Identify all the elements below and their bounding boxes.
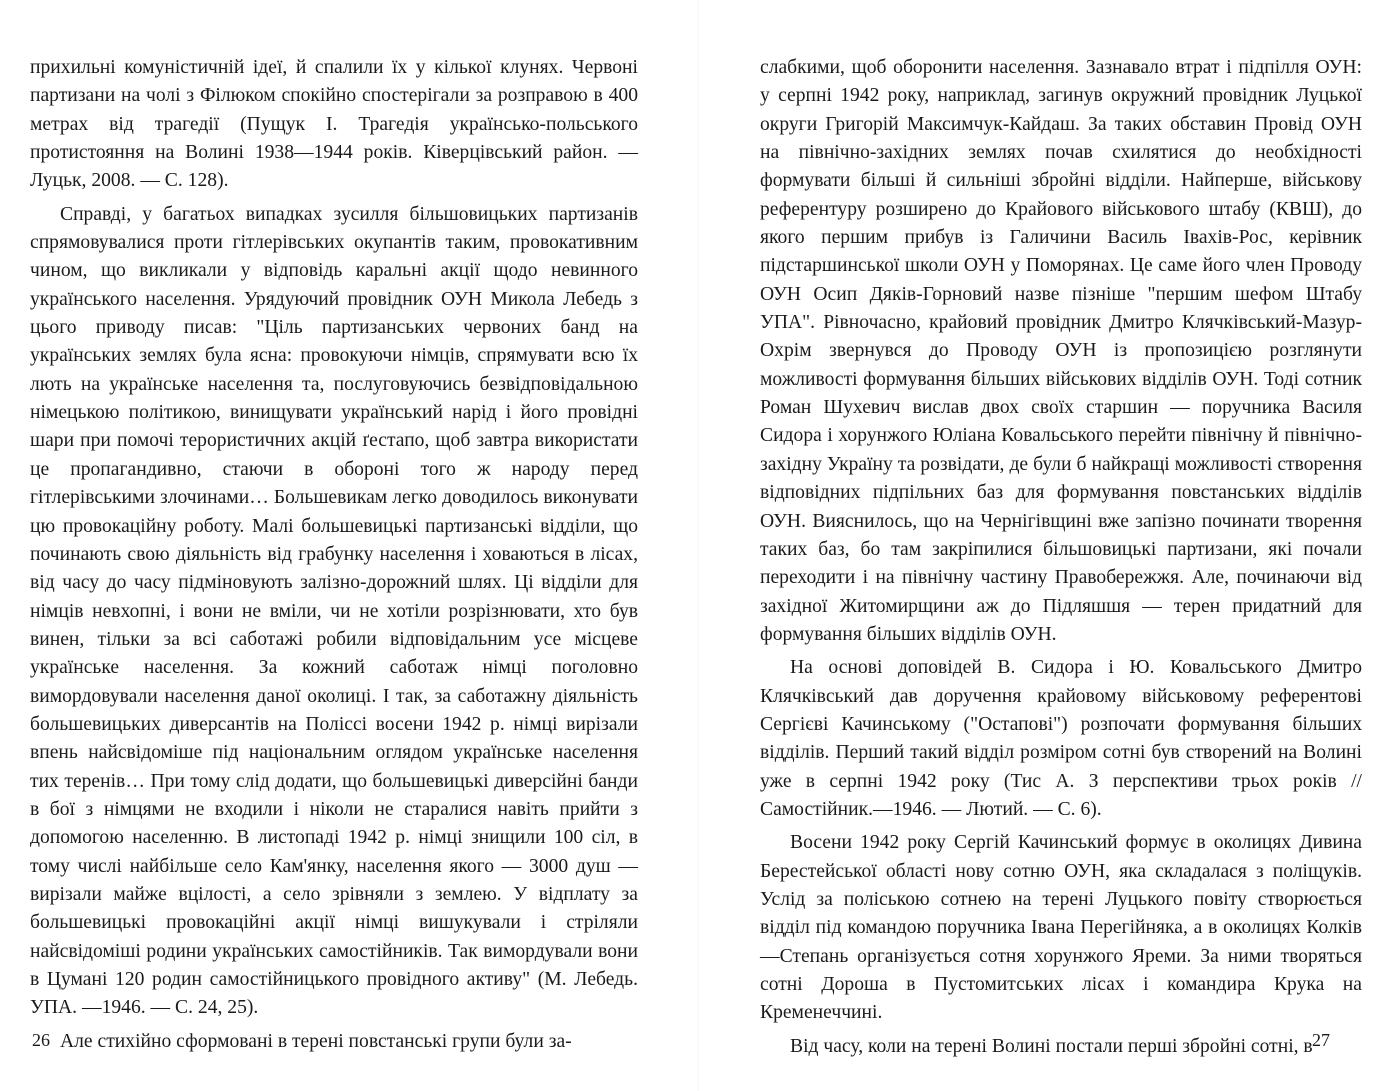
page-gutter <box>697 0 699 1091</box>
left-paragraph-3: Але стихійно сформовані в терені повстанські групи були за- <box>60 1030 572 1052</box>
left-paragraph-1: прихильні комуністичній ідеї, й спалили їх у кілької клунях. Червоні партизани на чолі з Філюком спокійно спостерігали за розправою в 400 метрах від трагедії (Пущук І. Трагедія українсько-польського протистояння на Волині 1938—1944 років. Ківерцівський район. — Луцьк, 2008. — С. 128). <box>30 57 638 192</box>
left-page-number: 26 <box>32 1030 50 1050</box>
right-page-number: 27 <box>1312 1030 1330 1050</box>
right-paragraph-3: Восени 1942 року Сергій Качинський формує в околицях Дивина Берестейської області нову сотню ОУН, яка складалася з поліщуків. Услід за поліською сотнею на терені Луцького повіту створюється відділ під командою поручника Івана Перегійняка, а в околицях Колків—Степань організується сотня хорунжого Яреми. За ними творяться сотні Дороша в Пустомитських лісах і командира Крука на Кременеччині. <box>760 832 1362 1024</box>
right-paragraph-2: На основі доповідей В. Сидора і Ю. Ковальського Дмитро Клячківський дав доручення крайовому військовому референтові Сергієві Качинському ("Остапові") розпочати формування більших відділів. Перший такий відділ розміром сотні був створений на Волині уже в серпні 1942 року (Тис А. З перспективи трьох років //Самостійник.—1946. — Лютий. — С. 6). <box>760 657 1362 820</box>
right-paragraph-1: слабкими, щоб оборонити населення. Зазнавало втрат і підпілля ОУН: у серпні 1942 року, наприклад, загинув окружний провідник Луцької округи Григорій Максимчук-Кайдаш. За таких обставин Провід ОУН на північно-західних землях почав схилятися до необхідності формувати більші й сильніші збройні відділи. Найперше, військову референтуру розширено до Крайового військового штабу (КВШ), до якого першим прибув із Галичини Василь Івахів-Рос, керівник підстаршинської школи ОУН у Поморянах. Це саме його член Проводу ОУН Осип Дяків-Горновий назве пізніше "першим шефом Штабу УПА". Рівночасно, крайовий провідник Дмитро Клячківський-Мазур-Охрім звернувся до Проводу ОУН із пропозицією розглянути можливості формування більших військових відділів ОУН. Тоді сотник Роман Шухевич вислав двох своїх старшин — поручника Василя Сидора і хорунжого Юліана Ковальського перейти північну й північно-західну Україну та розвідати, де були б найкращі можливості створення відповідних підпільних баз для формування повстанських відділів ОУН. Вияснилось, що на Чернігівщині вже запізно починати творення таких баз, бо там закріпилися більшовицькі партизани, які почали переходити і на північну частину Правобережжя. Але, починаючи від західної Житомирщини аж до Підляшшя — терен придатний для формування більших відділів ОУН. <box>760 57 1362 645</box>
right-paragraph-4: Від часу, коли на терені Волині постали перші збройні сотні, в <box>790 1035 1313 1057</box>
left-paragraph-2: Справді, у багатьох випадках зусилля більшовицьких партизанів спрямовувалися проти гітлерівських окупантів таким, провокативним чином, що викликали у відповідь каральні акції щодо невинного українського населення. Урядуючий провідник ОУН Микола Лебедь з цього приводу писав: "Ціль партизанських червоних банд на українських землях була ясна: провокуючи німців, спрямувати всю їх лють на українське населення та, послуговуючись безвідповідальною німецькою політикою, винищувати український нарід і його провідні шари при помочі терористичних акцій ґестапо, щоб завтра використати це пропагандивно, стаючи в обороні того ж народу перед гітлерівськими злочинами… Большевикам легко доводилось виконувати цю провокаційну роботу. Малі большевицькі партизанські відділи, що починають свою діяльність від грабунку населення і ховаються в лісах, від часу до часу підміновують залізно-дорожний шлях. Ці відділи для німців невхопні, і вони не вміли, чи не хотіли розрізнювати, хто був винен, тільки за всі саботажі робили відповідальним усе місцеве українське населення. За кожний саботаж німці поголовно вимордовували населення даної околиці. І так, за саботажну діяльність большевицьких диверсантів на Поліссі восени 1942 р. німці вирізали впень найсвідоміше під національним оглядом українське населення тих теренів… При тому слід додати, що большевицькі диверсійні банди в бої з німцями не входили і ніколи не старалися навіть прийти з допомогою населенню. В листопаді 1942 р. німці знищили 100 сіл, в тому числі найбільше село Кам'янку, населення якого — 3000 душ — вирізали майже вцілості, а село зрівняли з землею. У відплату за большевицькі провокаційні акції німці вишукували і стріляли найсвідоміші родини українських самостійників. Так вимордували вони в Цумані 120 родин самостійницького провідного активу" (М. Лебедь. УПА. —1946. — С. 24, 25). <box>30 203 638 1019</box>
